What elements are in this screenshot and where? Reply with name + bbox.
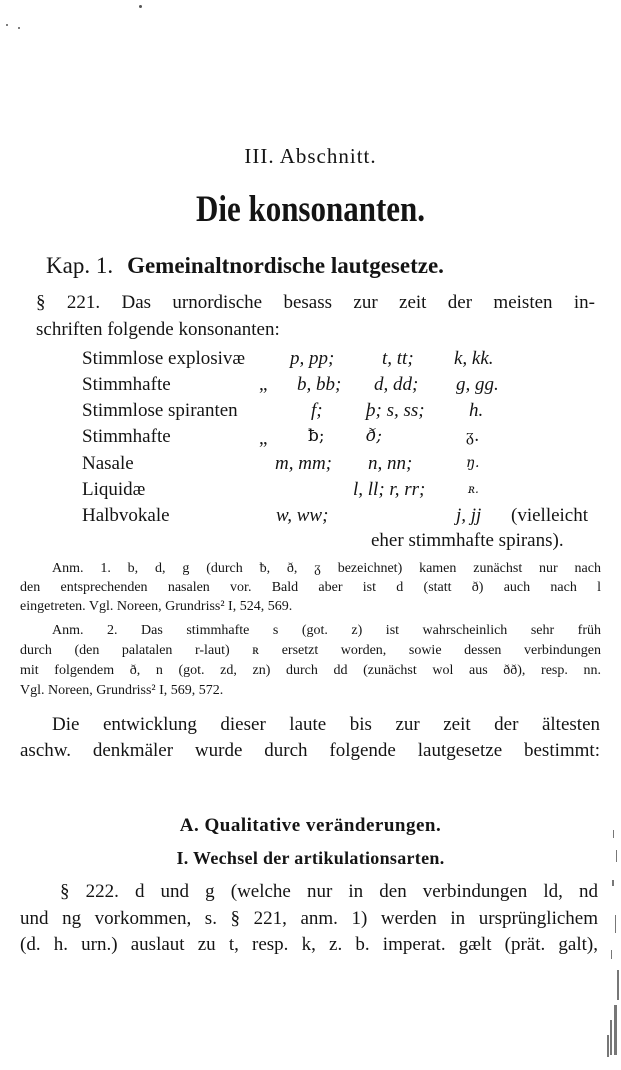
- row-cell: [466, 426, 479, 446]
- heading-A: A. Qualitative veränderungen.: [179, 815, 442, 836]
- row-cell: [297, 374, 341, 396]
- row-label: Stimmlose spiranten: [82, 400, 238, 421]
- anm2-line2: durch (den palatalen r-laut) ʀ ersetzt worden, sowie dessen verbindungen: [20, 643, 601, 658]
- ditto-mark: „: [259, 374, 268, 395]
- para222-line3: (d. h. urn.) auslaut zu t, resp. k, z. b. imperat. gælt (prät. galt),: [20, 934, 598, 955]
- row-label: Stimmhafte: [82, 374, 171, 395]
- row-cell: [276, 505, 328, 527]
- row-cell: [456, 374, 499, 396]
- para222-line2: und ng vorkommen, s. § 221, anm. 1) werden in ursprünglichem: [20, 908, 598, 929]
- cell-text: t, tt;: [382, 348, 414, 369]
- cell-text: w, ww;: [276, 505, 329, 526]
- row-note: (vielleicht: [511, 505, 589, 526]
- cell-text: ð;: [366, 426, 382, 446]
- row-cell: [308, 426, 325, 446]
- para221-line2: schriften folgende konsonanten:: [36, 319, 280, 340]
- scan-speck: [139, 5, 142, 8]
- cell-text: d, dd;: [374, 374, 419, 395]
- anm2-line1: Anm. 2. Das stimmhafte s (got. z) ist wahrscheinlich sehr früh: [52, 623, 601, 638]
- row-label: Nasale: [82, 453, 134, 474]
- anm1-line2: den entsprechenden nasalen vor. Bald aber ist d (statt ð) auch nach l: [20, 580, 601, 595]
- chapter-heading: [46, 253, 444, 279]
- cell-text: l, ll; r, rr;: [353, 479, 426, 500]
- row-label: Stimmhafte: [82, 426, 171, 447]
- cell-text: ᵹ.: [466, 426, 480, 446]
- heading-I: I. Wechsel der artikulationsarten.: [176, 848, 445, 868]
- row-cell: [366, 400, 425, 422]
- anm1-line1: [52, 561, 601, 577]
- cell-text: g, gg.: [456, 374, 499, 395]
- row-cell: [366, 426, 382, 446]
- cell-text: m, mm;: [275, 453, 332, 474]
- cell-text: ʀ.: [468, 482, 479, 496]
- cell-text: p, pp;: [290, 348, 335, 369]
- ditto-mark: „: [259, 428, 268, 449]
- para221-line1: § 221. Das urnordische besass zur zeit der meisten in-: [36, 292, 595, 313]
- section-heading: III. Abschnitt.: [244, 144, 377, 168]
- scan-speck: [18, 27, 20, 29]
- chapter-title: Die konsonanten.: [195, 188, 426, 230]
- cell-text: f;: [311, 400, 323, 421]
- row-cell: [466, 455, 479, 471]
- anm1-text: Anm. 1. b, d, g (durch ƀ, ð, ᵹ bezeichnet) kamen zunächst nur nach: [52, 561, 601, 576]
- anm1-line3: eingetreten. Vgl. Noreen, Grundriss² I, 524, 569.: [20, 599, 293, 614]
- row-cell: [469, 400, 483, 422]
- cell-text: b, bb;: [297, 374, 342, 395]
- para-dev-line1: Die entwicklung dieser laute bis zur zeit der ältesten: [52, 714, 600, 735]
- kap-title: Gemeinaltnordische lautgesetze.: [127, 253, 444, 278]
- cell-text: n, nn;: [368, 453, 413, 474]
- row-cell: [456, 505, 481, 527]
- row-label: Halbvokale: [82, 505, 170, 526]
- para-dev-line2: aschw. denkmäler wurde durch folgende lautgesetze bestimmt:: [20, 740, 600, 761]
- scan-speck: [6, 24, 8, 26]
- cell-text: þ; s, ss;: [366, 400, 425, 421]
- cell-text: k, kk.: [454, 348, 494, 369]
- anm2-line4: Vgl. Noreen, Grundriss² I, 569, 572.: [20, 683, 224, 698]
- row-cell: [368, 453, 412, 475]
- cell-text: ŋ.: [466, 455, 480, 471]
- cell-text: ƀ;: [308, 426, 325, 446]
- row-label: Liquidæ: [82, 479, 146, 500]
- row-cell: [311, 400, 323, 422]
- row-cell: [290, 348, 334, 370]
- row-label: Stimmlose explosivæ: [82, 348, 246, 369]
- cell-text: j, jj: [456, 505, 482, 526]
- anm2-line3: mit folgendem ð, n (got. zd, zn) durch dd (zunächst wol aus ðð), resp. nn.: [20, 663, 601, 678]
- row-cell: [374, 374, 418, 396]
- row-cell: [382, 348, 414, 370]
- row-cell: [275, 453, 332, 475]
- row-continuation: eher stimmhafte spirans).: [371, 530, 564, 551]
- para222-line1: § 222. d und g (welche nur in den verbindungen ld, nd: [60, 881, 598, 902]
- row-cell: [454, 348, 494, 370]
- row-cell: [353, 479, 425, 501]
- cell-text: h.: [469, 400, 484, 421]
- kap-label: Kap. 1.: [46, 253, 114, 278]
- row-cell: [468, 482, 479, 496]
